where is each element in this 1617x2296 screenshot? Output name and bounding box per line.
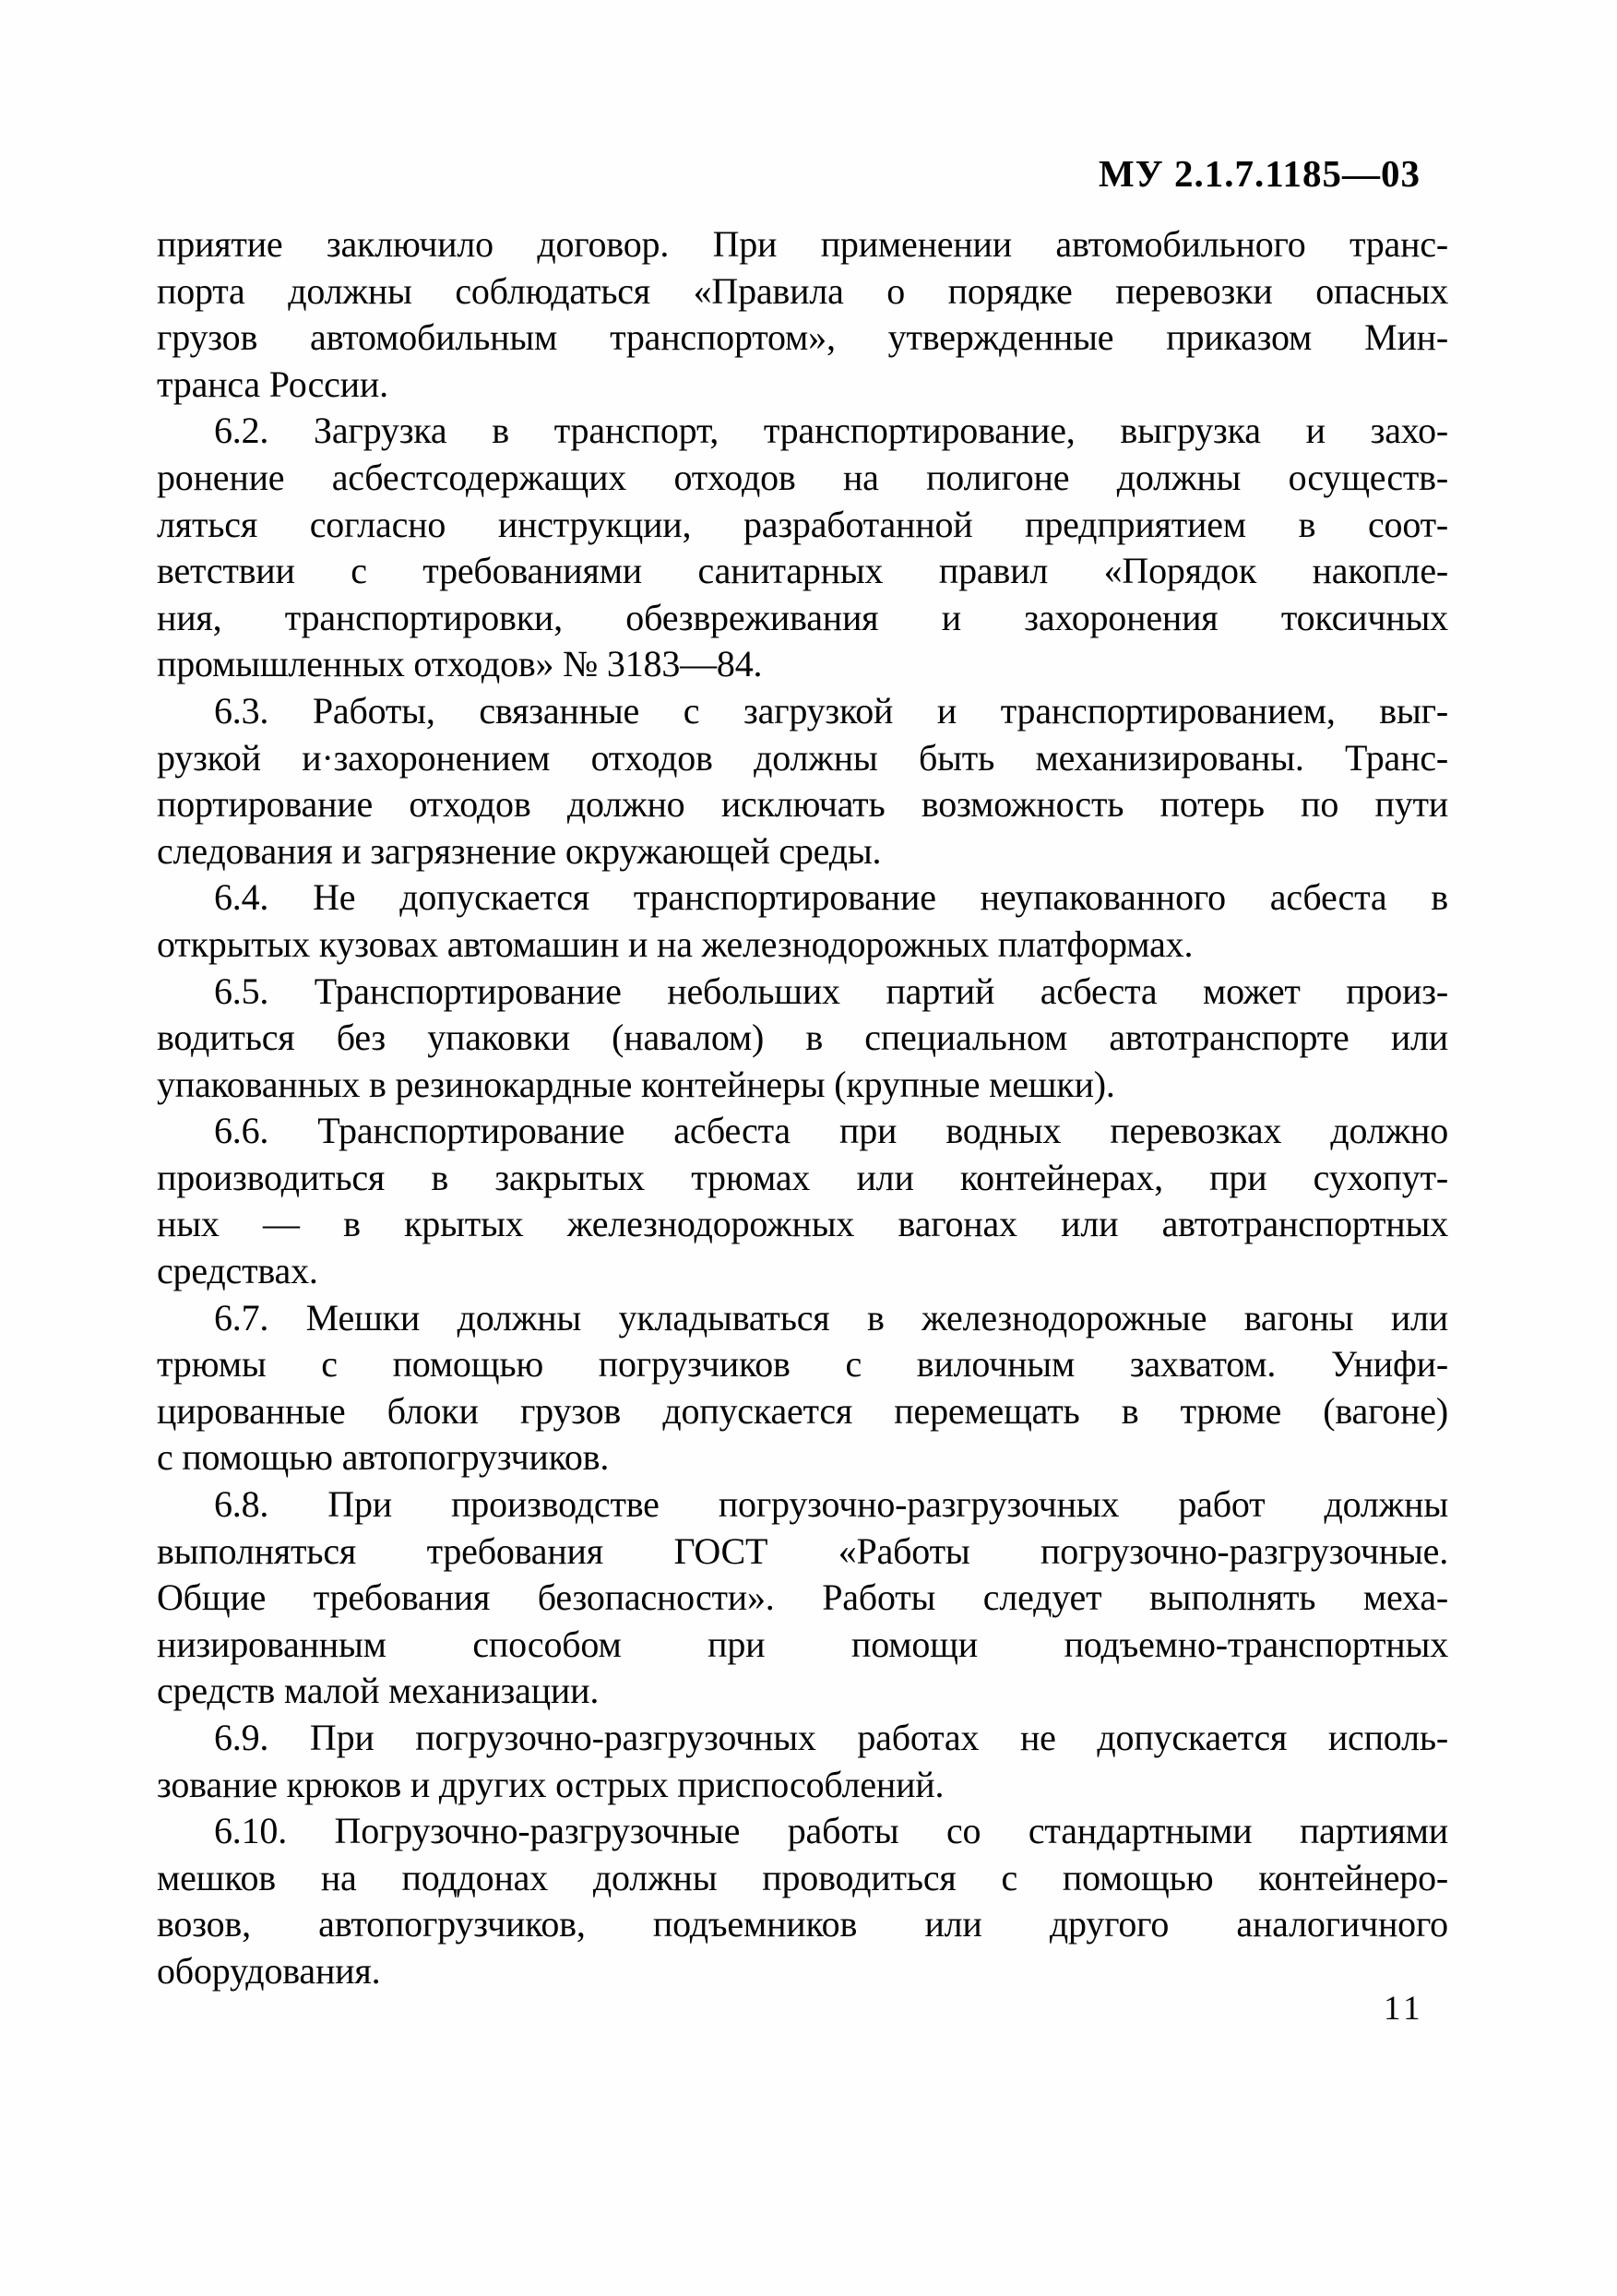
text-line: 6.8. При производстве погрузочно-разгрузочных работ должны: [214, 1483, 1448, 1526]
text-line: зование крюков и других острых приспособлений.: [157, 1763, 945, 1805]
text-line: водиться без упаковки (навалом) в специальном автотранспорте или: [157, 1017, 1448, 1059]
text-line: цированные блоки грузов допускается перемещать в трюме (вагоне): [157, 1389, 1448, 1432]
text-line: ронение асбестсодержащих отходов на полигоне должны осуществ-: [157, 456, 1448, 498]
text-line: портирование отходов должно исключать возможность потерь по пути: [157, 783, 1448, 826]
text-line: с помощью автопогрузчиков.: [157, 1436, 610, 1479]
text-line: оборудования.: [157, 1949, 381, 1992]
text-line: 6.9. При погрузочно-разгрузочных работах не допускается исполь-: [214, 1717, 1448, 1758]
text-line: выполняться требования ГОСТ «Работы погрузочно-разгрузочные.: [157, 1529, 1448, 1572]
document-code-header: МУ 2.1.7.1185—03: [1098, 152, 1421, 195]
text-line: низированным способом при помощи подъемно-транспортных: [157, 1623, 1448, 1665]
text-line: 6.3. Работы, связанные с загрузкой и транспортированием, выг-: [214, 689, 1448, 732]
text-line: грузов автомобильным транспортом», утвержденные приказом Мин-: [157, 316, 1448, 359]
text-line: ветствии с требованиями санитарных правил «Порядок накопле-: [157, 550, 1448, 592]
text-line: ния, транспортировки, обезвреживания и захоронения токсичных: [157, 596, 1448, 638]
text-line: упакованных в резинокардные контейнеры (крупные мешки).: [157, 1063, 1115, 1105]
text-line: мешков на поддонах должны проводиться с помощью контейнеро-: [157, 1856, 1448, 1898]
text-line: ляться согласно инструкции, разработанной предприятием в соот-: [157, 503, 1448, 545]
text-line: трюмы с помощью погрузчиков с вилочным захватом. Унифи-: [157, 1343, 1448, 1386]
text-line: средствах.: [157, 1250, 318, 1292]
text-line: 6.7. Мешки должны укладываться в железнодорожные вагоны или: [214, 1296, 1448, 1338]
text-line: возов, автопогрузчиков, подъемников или другого аналогичного: [157, 1903, 1448, 1945]
text-line: 6.5. Транспортирование небольших партий асбеста может произ-: [214, 970, 1448, 1012]
page-number: 11: [1384, 1990, 1424, 2028]
text-line: рузкой и·захоронением отходов должны быть механизированы. Транс-: [157, 736, 1448, 779]
text-line: 6.2. Загрузка в транспорт, транспортирование, выгрузка и захо-: [214, 410, 1448, 452]
text-line: 6.6. Транспортирование асбеста при водных перевозках должно: [214, 1110, 1448, 1152]
document-body-text: [157, 221, 1448, 1995]
text-line: промышленных отходов» № 3183—84.: [157, 643, 763, 685]
text-line: следования и загрязнение окружающей среды.: [157, 829, 882, 872]
text-line: 6.4. Не допускается транспортирование неупакованного асбеста в: [214, 876, 1448, 919]
text-line: 6.10. Погрузочно-разгрузочные работы со стандартными партиями: [214, 1810, 1448, 1852]
text-line: средств малой механизации.: [157, 1670, 600, 1712]
text-line: ных — в крытых железнодорожных вагонах или автотранспортных: [157, 1203, 1448, 1245]
text-line: производиться в закрытых трюмах или контейнерах, при сухопут-: [157, 1156, 1448, 1198]
text-line: транса России.: [157, 363, 388, 405]
text-line: приятие заключило договор. При применении автомобильного транс-: [157, 223, 1448, 265]
text-line: Общие требования безопасности». Работы следует выполнять меха-: [157, 1576, 1448, 1619]
text-line: порта должны соблюдаться «Правила о порядке перевозки опасных: [157, 269, 1448, 312]
text-line: открытых кузовах автомашин и на железнодорожных платформах.: [157, 922, 1194, 965]
